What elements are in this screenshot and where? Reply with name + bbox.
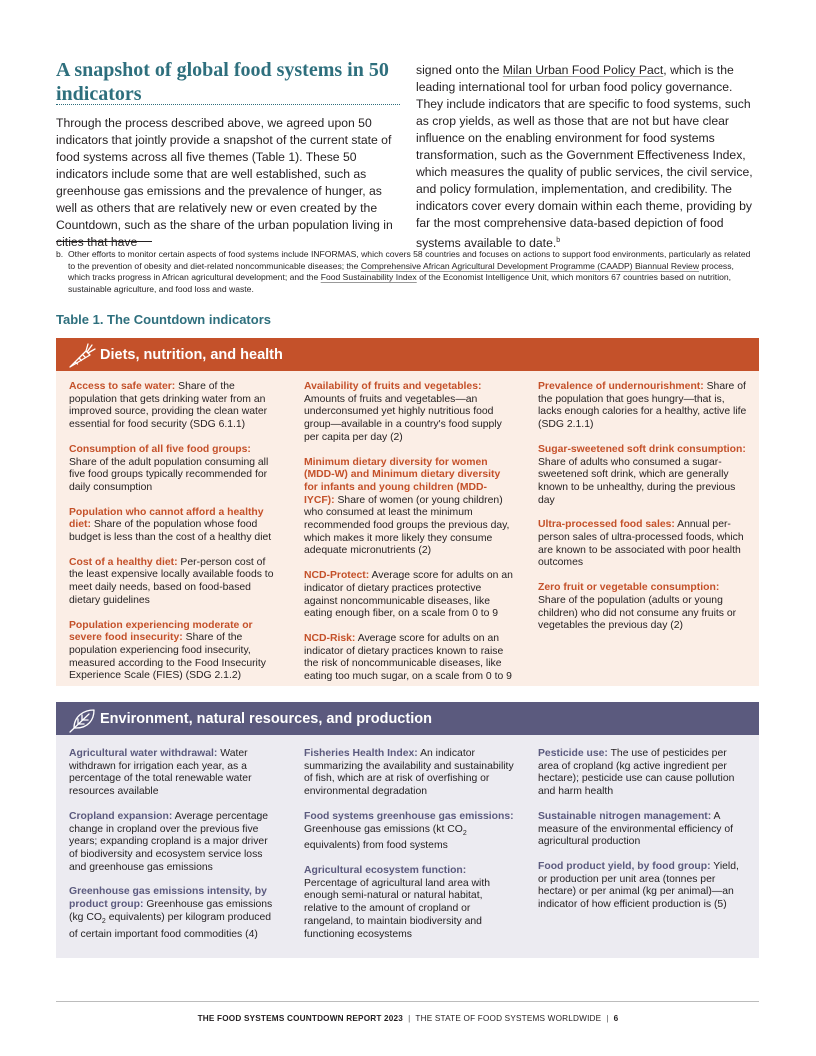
indicator-item: [304, 381, 514, 445]
leaf-icon: [64, 704, 100, 734]
indicator-column-3: [538, 748, 748, 924]
indicator-desc: Share of the adult population consuming all five food groups typically recommended for daily consumption: [69, 456, 269, 493]
indicator-term: Fisheries Health Index:: [304, 748, 418, 759]
indicator-term: Food systems greenhouse gas emissions:: [304, 810, 514, 822]
milan-pact-link[interactable]: Milan Urban Food Policy Pact: [502, 63, 664, 77]
indicator-term: Consumption of all five food groups:: [69, 443, 251, 455]
indicator-item: [69, 886, 279, 941]
indicator-desc: An indicator summarizing the availability and sustainability of fish, which are at risk of overfishing or environmental degradation: [304, 748, 514, 798]
footnote-text-2: process, which tracks progress in African agricultural development; and the: [68, 260, 734, 282]
indicator-desc: Share of the population (adults or young children) who did not consume any fruits or vegetables the previous day (2): [538, 594, 737, 632]
indicator-desc: Per-person cost of the least expensive locally available foods to meet daily needs, based on food-based dietary guidelines: [69, 556, 274, 606]
indicator-term: Minimum dietary diversity for women (MDD-W) and Minimum dietary diversity for infants and young children (MDD-IYCF):: [304, 456, 501, 506]
theme-name: Diets, nutrition, and health: [100, 346, 283, 363]
theme-diets-nutrition-health: [56, 338, 759, 686]
indicator-term: Ultra-processed food sales:: [538, 519, 675, 531]
indicator-desc: A measure of the environmental efficiency of agricultural production: [538, 810, 734, 848]
fsi-link[interactable]: Food Sustainability Index: [320, 272, 417, 282]
left-paragraph-text: Through the process described above, we agreed upon 50 indicators that jointly provide a snapshot of the current state of food systems across all five themes (Table 1). These 50 indicators include some that are well established, such as greenhouse gas emissions and the prevalence of hunger, as well as others that are relatively new or even created by the Countdown, such as the share of the urban population living in cities that have: [56, 116, 393, 249]
indicator-item: [69, 557, 279, 608]
footnote-body: [68, 249, 758, 295]
indicator-term: Cost of a healthy diet:: [69, 556, 178, 568]
indicator-item: [69, 507, 279, 545]
indicator-term: Agricultural ecosystem function:: [304, 865, 467, 876]
indicator-term: Population who cannot afford a healthy diet:: [69, 506, 264, 531]
indicator-column-3: [538, 381, 748, 645]
indicator-item: [304, 457, 514, 559]
theme-body: [56, 371, 759, 686]
indicator-item: [538, 519, 748, 570]
intro-paragraph-right: [416, 62, 760, 252]
indicator-term: Sugar-sweetened soft drink consumption:: [538, 443, 746, 455]
caadp-link[interactable]: Comprehensive African Agricultural Development Programme (CAADP) Biannual Review: [360, 260, 700, 271]
footer-report-title: THE FOOD SYSTEMS COUNTDOWN REPORT 2023: [197, 1014, 404, 1023]
indicator-desc: Amounts of fruits and vegetables—an underconsumed yet highly nutritious food group—available in a country's food supply per capita per day (2): [304, 393, 502, 443]
indicator-term: Population experiencing moderate or severe food insecurity:: [69, 619, 253, 644]
indicator-desc: Greenhouse gas emissions (kg CO: [69, 899, 273, 923]
indicator-term: NCD-Protect:: [304, 570, 370, 582]
right-paragraph-text: [416, 62, 760, 252]
indicator-term: Prevalence of undernourishment:: [538, 381, 704, 392]
indicator-term: Cropland expansion:: [69, 810, 173, 822]
indicator-desc: Share of the population that goes hungry—that is, lacks enough calories for a healthy, active life (SDG 2.1.1): [538, 381, 747, 431]
theme-name: Environment, natural resources, and production: [100, 710, 432, 727]
indicator-column-1: [69, 381, 279, 695]
indicator-desc: The use of pesticides per area of cropland (kg active ingredient per hectare); pesticide use can cause pollution and harm health: [538, 748, 735, 798]
page-number: 6: [613, 1014, 619, 1023]
indicator-item: [304, 811, 514, 853]
subscript: 2: [101, 917, 106, 925]
intro-paragraph-left: [56, 115, 400, 251]
indicator-term: Availability of fruits and vegetables:: [304, 381, 482, 392]
indicator-term: Greenhouse gas emissions intensity, by product group:: [69, 886, 267, 911]
indicator-desc: Share of the population experiencing food insecurity, measured according to the Food Insecurity Experience Scale (FIES) (SDG 2.1.2): [69, 632, 266, 682]
indicator-desc: Water withdrawn for irrigation each year, as a percentage of the total renewable water resources available: [69, 748, 252, 798]
page-footer: [0, 1014, 816, 1023]
indicator-term: Pesticide use:: [538, 748, 608, 759]
indicator-desc: Share of the population that gets drinking water from an improved source, providing the clean water essential for food security (SDG 6.1.1): [69, 381, 268, 431]
indicator-desc: Average score for adults on an indicator of dietary practices protective against noncommunicable diseases, like eating enough fiber, on a scale from 0 to 9: [304, 570, 513, 620]
indicator-item: [538, 582, 748, 633]
footnote-text-3: of the Economist Intelligence Unit, which monitors 67 countries based on nutrition, sustainable agriculture, and food loss and waste.: [68, 272, 732, 294]
theme-header: [56, 338, 759, 371]
indicator-desc: Yield, or production per unit area (tonnes per hectare) or per animal (kg per animal)—an indicator of how efficient production is (5): [538, 860, 739, 911]
indicator-item: [69, 748, 279, 799]
footnote-ref-b[interactable]: b: [556, 237, 561, 244]
title-divider: [56, 104, 400, 105]
right-paragraph-pre: signed onto the: [416, 63, 503, 77]
footer-separator: |: [408, 1014, 411, 1023]
indicator-desc: Average score for adults on an indicator of dietary practices known to raise the risk of noncommunicable diseases, like eating too much sugar, on a scale from 0 to 9: [304, 632, 512, 683]
carrot-icon: [64, 340, 100, 370]
indicator-desc: Share of the population whose food budget is less than the cost of a healthy diet: [69, 519, 272, 544]
indicator-desc: Annual per-person sales of ultra-processed foods, which are known to be associated with poor health outcomes: [538, 519, 744, 569]
theme-header: [56, 702, 759, 735]
indicator-term: Access to safe water:: [69, 381, 176, 392]
indicator-term: Sustainable nitrogen management:: [538, 810, 712, 822]
indicator-item: [69, 444, 279, 495]
indicator-term: Agricultural water withdrawal:: [69, 748, 218, 759]
footer-separator-2: |: [606, 1014, 609, 1023]
indicator-item: [538, 811, 748, 849]
indicator-item: [304, 748, 514, 799]
footnote-rule: [56, 241, 152, 242]
indicator-term: Food product yield, by food group:: [538, 860, 711, 872]
indicator-desc-cont: equivalents) from food systems: [304, 840, 448, 852]
indicator-item: [538, 861, 748, 912]
footnote-b: [56, 249, 758, 295]
indicator-column-2: [304, 381, 514, 696]
indicator-desc: Share of adults who consumed a sugar-sweetened soft drink, which are generally known to be unhealthy, during the previous day: [538, 456, 736, 506]
footnote-text-1: Other efforts to monitor certain aspects of food systems include INFORMAS, which covers 58 countries and focuses on actions to support food environments, particularly as related to the prevention of obesity and diet-related noncommunicable diseases; the: [68, 249, 751, 271]
footnote-mark: b.: [56, 249, 64, 259]
indicator-item: [69, 381, 279, 432]
indicator-item: [538, 381, 748, 432]
table-title: Table 1. The Countdown indicators: [56, 312, 271, 327]
indicator-desc: Greenhouse gas emissions (kt CO: [304, 823, 463, 835]
indicator-item: [304, 570, 514, 621]
right-paragraph-post: , which is the leading international tool for urban food policy governance. They include indicators that are specific to food systems, such as crop yields, as well as those that are not but have clear influence on the enabling environment for food systems transformation, such as the Government Effectiveness Index, which measures the quality of public services, the civil service, and policy formulation, implementation, and credibility. The indicators cover every domain within each theme, providing by far the most comprehensive data-based depiction of food systems available to date.: [416, 63, 753, 251]
indicator-column-1: [69, 748, 279, 953]
footer-rule: [56, 1001, 759, 1002]
indicator-item: [538, 748, 748, 799]
indicator-desc: Average percentage change in cropland over the previous five years; expanding cropland is a major driver of biodiversity and ecosystem service loss and greenhouse gas emissions: [69, 810, 269, 873]
section-title: A snapshot of global food systems in 50 indicators: [56, 59, 389, 105]
indicator-term: NCD-Risk:: [304, 632, 356, 644]
indicator-item: [69, 811, 279, 875]
indicator-item: [69, 620, 279, 684]
indicator-item: [304, 633, 514, 684]
indicator-desc: Share of women (or young children) who consumed at least the minimum recommended food groups the previous day, which makes it more likely they consume adequate micronutrients (2): [304, 494, 510, 557]
theme-environment-resources-production: [56, 702, 759, 958]
indicator-item: [538, 444, 748, 508]
indicator-desc-cont: equivalents) per kilogram produced of certain important food commodities (4): [69, 911, 272, 940]
indicator-term: Zero fruit or vegetable consumption:: [538, 582, 720, 594]
subscript: 2: [462, 829, 467, 837]
indicator-item: [304, 865, 514, 941]
indicator-column-2: [304, 748, 514, 953]
footer-section-title: THE STATE OF FOOD SYSTEMS WORLDWIDE: [415, 1014, 602, 1023]
theme-body: [56, 735, 759, 958]
indicator-desc: Percentage of agricultural land area with enough semi-natural or natural habitat, relative to the amount of cropland or rangeland, to maintain biodiversity and functioning ecosystems: [304, 877, 490, 940]
